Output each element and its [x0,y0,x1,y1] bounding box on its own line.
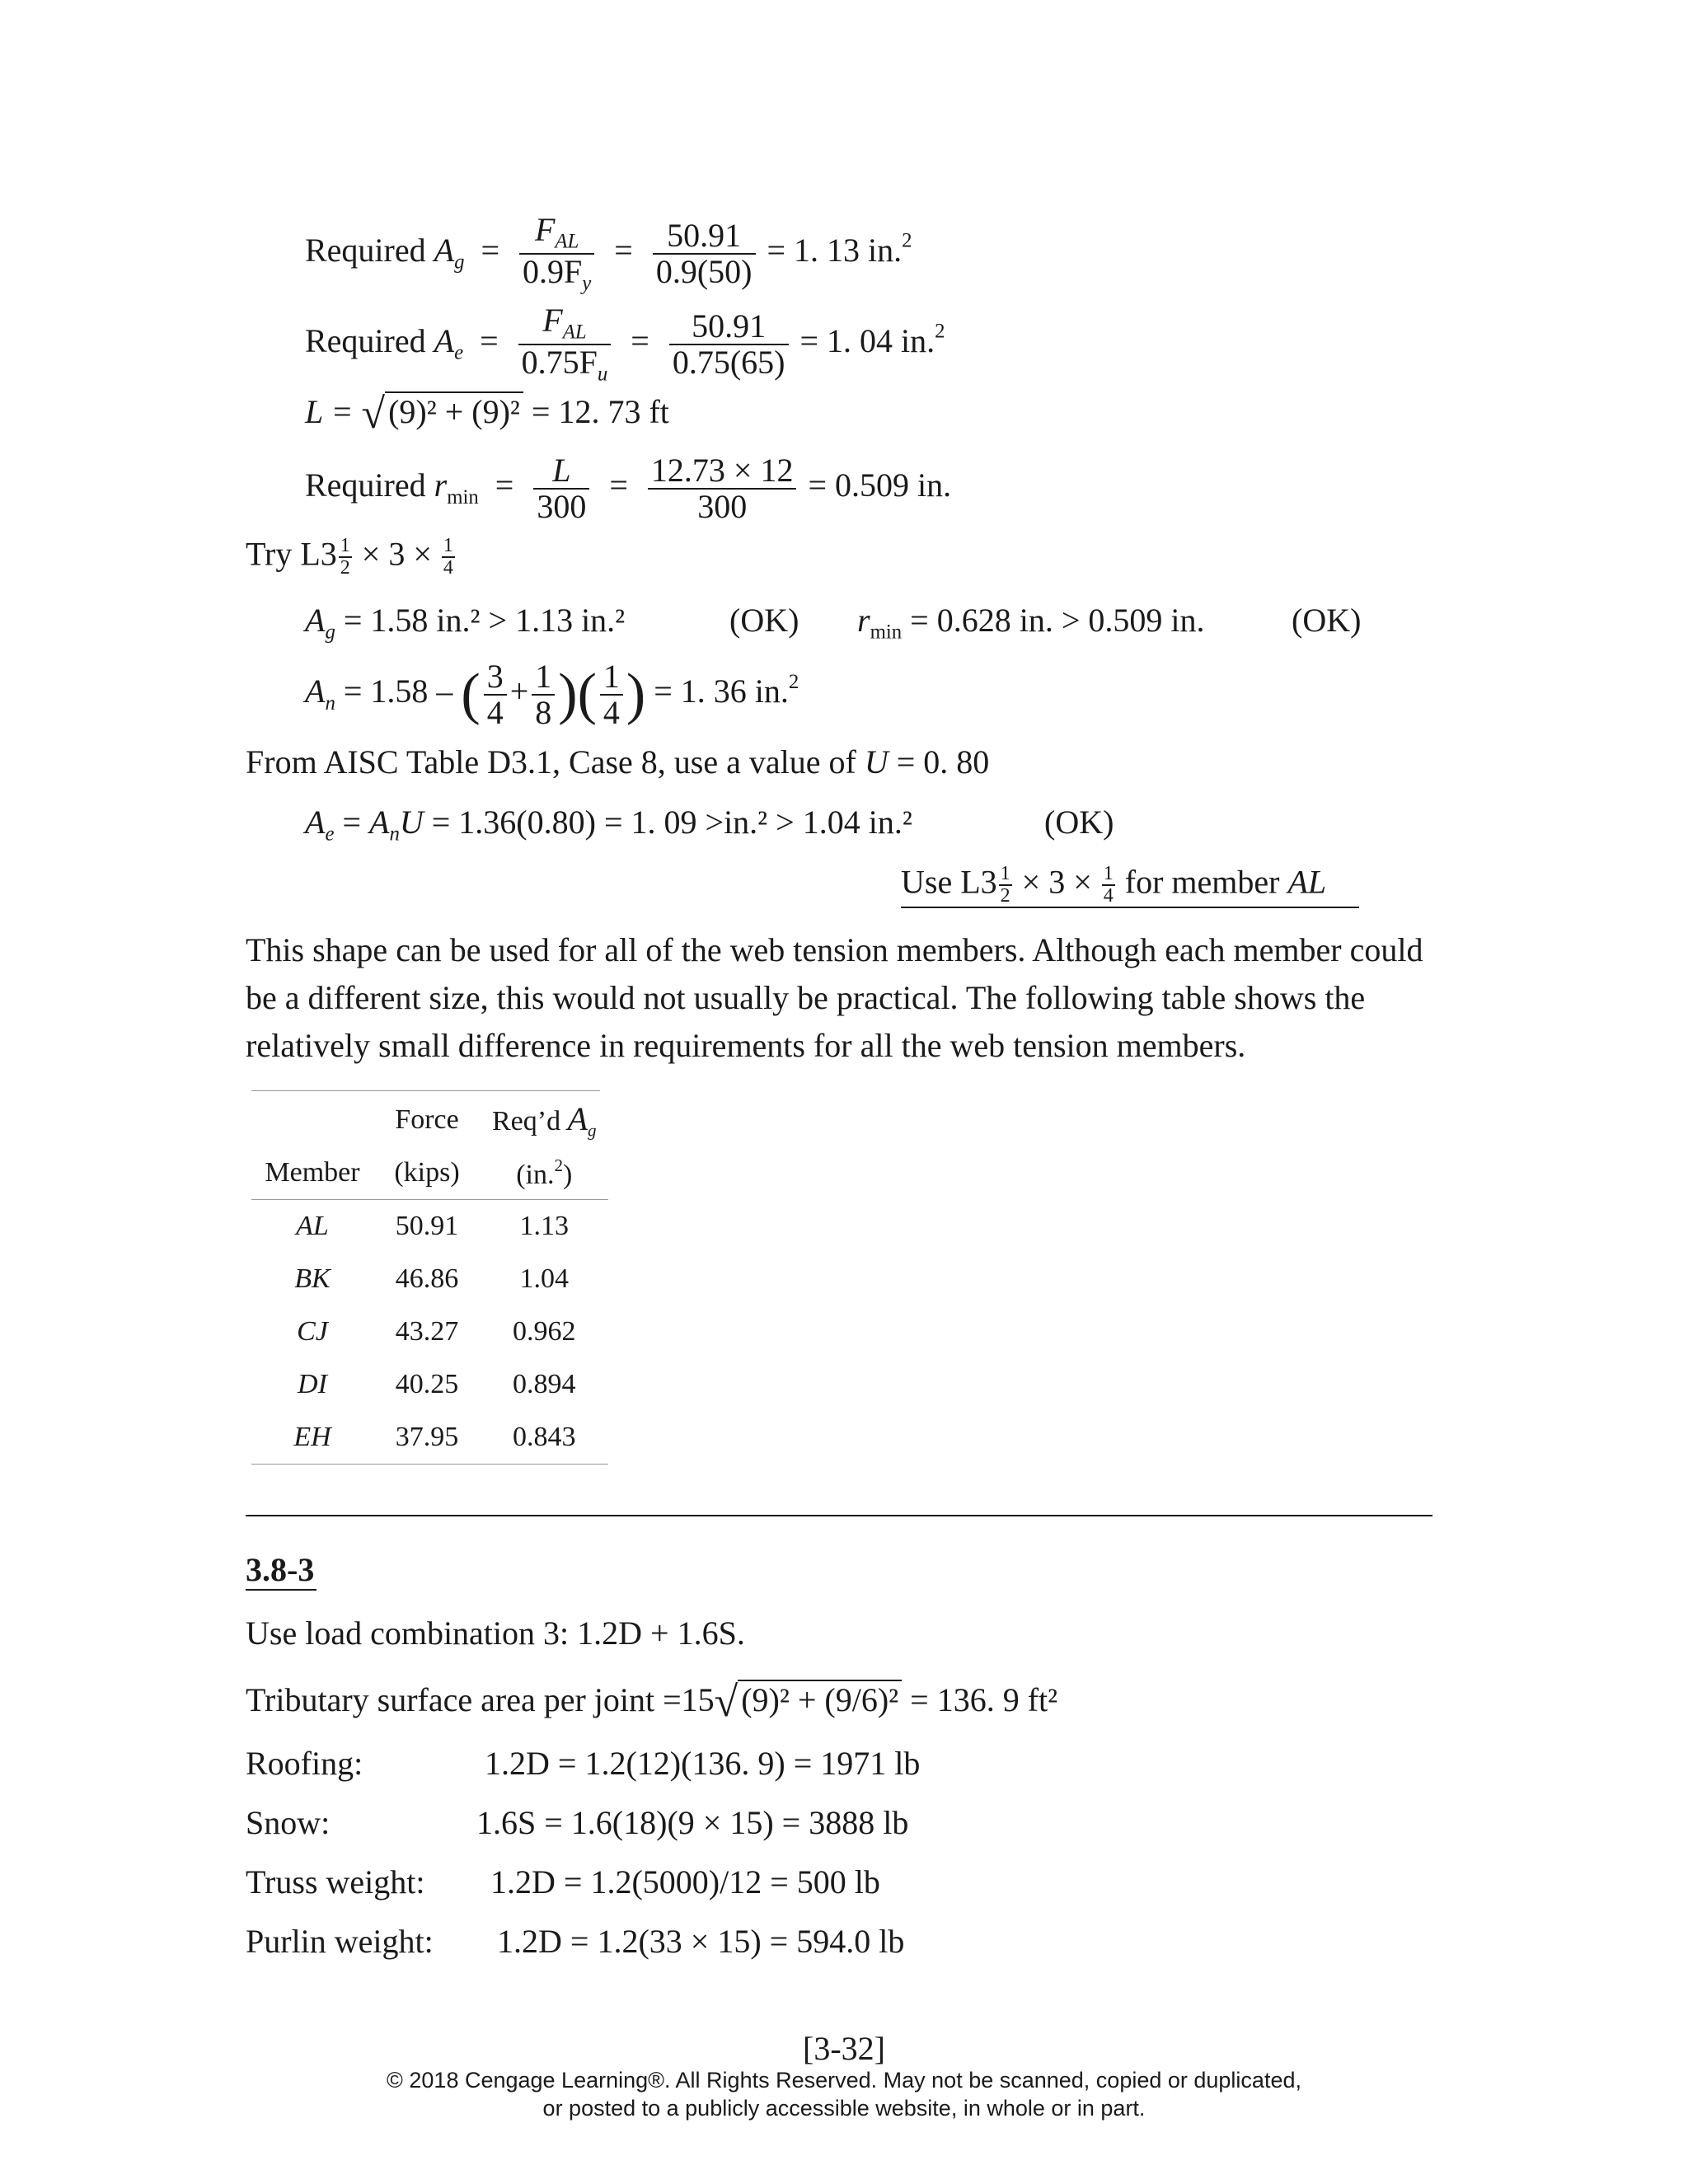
value-fraction: $\frac{50.91}{0.75(65)}$ [669,309,789,380]
section-divider [246,1515,1432,1516]
try-shape-line: Try L3 $\frac{1}{2}$ × 3 × $\frac{1}{4}$ [246,535,453,579]
copyright-line-2: or posted to a publicly accessible website, in whole or in part. [542,2096,1146,2121]
aisc-table-line: From AISC Table D3.1, Case 8, use a value of U = 0. 80 [246,743,990,780]
subscript-g: g [454,251,465,274]
table-row: DI 40.25 0.894 [298,1369,576,1399]
page-number: [3-32] [803,2030,885,2067]
load-label-roofing: Roofing: [246,1745,363,1782]
value-fraction: $\frac{12.73 \times 12}{300}$ [648,453,797,524]
load-label-truss: Truss weight: [246,1863,425,1900]
formula-fraction: $\frac{F_{AL}}{0.9F_y}$ [519,213,594,294]
formula-fraction: $\frac{F_{AL}}{0.75F_u}$ [518,303,612,385]
copyright-line-1: © 2018 Cengage Learning®. All Rights Reserved. May not be scanned, copied or duplicated, [387,2068,1301,2093]
load-label-snow: Snow: [246,1804,331,1841]
ae-equation: $A_e = A_nU = 1.36(0.80) = 1$. 09 >in.² > 1.04 in.² [305,804,912,846]
load-expr-roofing: 1.2D = 1.2(12)(136. 9) = 1971 lb [485,1745,921,1782]
explanation-paragraph: This shape can be used for all of the web tension members. Although each member could be a different size, this would not usually be practical. The following table shows the relatively small difference in requirements for all the web tension members. [246,931,1423,1064]
table-row: AL 50.91 1.13 [296,1211,570,1241]
result-text: = 1. 13 in. [767,231,903,269]
load-combination-line: Use load combination 3: 1.2D + 1.6S. [246,1615,745,1652]
conclusion-underline [901,907,1359,908]
table-row: BK 46.86 1.04 [294,1263,570,1294]
symbol-a: A [434,231,455,269]
table-row: EH 37.95 0.843 [251,1411,608,1465]
ok-label-2: (OK) [1292,602,1362,639]
load-label-purlin: Purlin weight: [246,1923,434,1960]
ag-check-line: $A_g = 1.58$ in.² > 1.13 in.² [305,602,626,644]
load-expr-snow: 1.6S = 1.6(18)(9 × 15) = 3888 lb [476,1804,909,1841]
tributary-area-line: Tributary surface area per joint =15√ (9)² + (9/6)² = 136. 9 ft² [246,1679,1058,1726]
length-equation: L = √ (9)² + (9)² = 12. 73 ft [305,391,669,438]
table-top-rule [251,1090,600,1091]
table-row: CJ 43.27 0.962 [297,1316,576,1347]
square-root: √ (9)² + (9)² [362,393,523,436]
load-expr-truss: 1.2D = 1.2(5000)/12 = 500 lb [490,1863,880,1900]
rmin-check: $r_{min} = 0.628$ in. > 0.509 in. [857,602,1205,644]
ok-label-3: (OK) [1044,804,1114,841]
required-ag-equation: Required $A_g$ = $\frac{F_{AL}}{0.9F_y}$ = $\frac{50.91}{0.9(50)}$ = 1. 13 in.$^2$ [305,211,912,295]
required-ae-equation: Required $A_e$ = $\frac{F_{AL}}{0.75F_u}$ = $\frac{50.91}{0.75(65)}$ = 1. 04 in.$^2$ [305,302,945,386]
an-equation: $A_n = 1.58$ – ( $\frac{3}{4}$ + $\frac{1}{8}$ )( $\frac{1}{4}$ ) = 1. 36 in.$^2$ [305,658,799,731]
load-expr-purlin: 1.2D = 1.2(33 × 15) = 594.0 lb [497,1923,905,1960]
table-header-row-1: Force Req’d $A_g$ [395,1099,597,1141]
section-heading-underline [246,1589,316,1591]
table-header-row-2: Member (kips) (in.$^2$) [251,1146,608,1200]
required-rmin-equation: Required $r_{min}$ = $\frac{L}{300}$ = $\frac{12.73 \times 12}{300}$ = 0.509 in. [305,452,952,525]
required-label: Required [305,231,426,269]
members-table [251,1094,608,1465]
value-fraction: $\frac{50.91}{0.9(50)}$ [653,218,756,289]
copyright-notice [0,2066,1688,2122]
ok-label-1: (OK) [729,602,799,639]
formula-fraction: $\frac{L}{300}$ [533,453,589,524]
use-shape-conclusion: Use L3 $\frac{1}{2}$ × 3 × $\frac{1}{4}$ for member AL [901,863,1327,907]
section-heading: 3.8-3 [246,1551,315,1588]
required-label: Required [305,321,426,359]
